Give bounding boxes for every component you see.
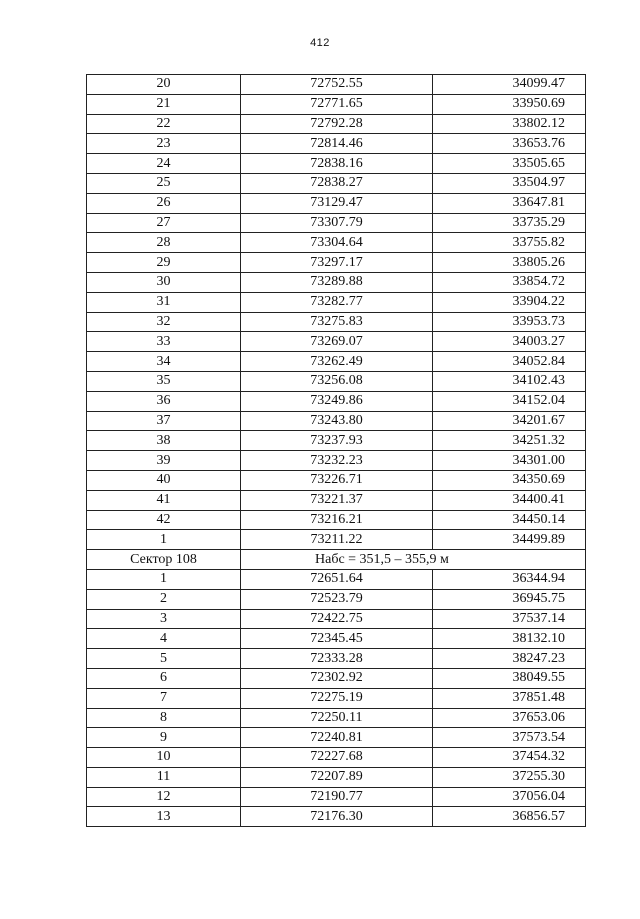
y-coordinate: 33802.12 <box>433 114 586 134</box>
y-coordinate: 33505.65 <box>433 154 586 174</box>
point-number: 27 <box>87 213 241 233</box>
point-number: 30 <box>87 272 241 292</box>
point-number: 20 <box>87 75 241 95</box>
x-coordinate: 73307.79 <box>241 213 433 233</box>
y-coordinate: 36344.94 <box>433 569 586 589</box>
sector-header-row <box>87 550 586 570</box>
table-body-bottom <box>87 569 586 826</box>
sector-header-group <box>87 550 586 570</box>
x-coordinate: 72275.19 <box>241 688 433 708</box>
x-coordinate: 72302.92 <box>241 668 433 688</box>
x-coordinate: 72651.64 <box>241 569 433 589</box>
sector-name: Сектор 108 <box>87 550 241 570</box>
x-coordinate: 73226.71 <box>241 470 433 490</box>
y-coordinate: 37255.30 <box>433 767 586 787</box>
y-coordinate: 34400.41 <box>433 490 586 510</box>
y-coordinate: 33904.22 <box>433 292 586 312</box>
x-coordinate: 73282.77 <box>241 292 433 312</box>
x-coordinate: 73211.22 <box>241 530 433 550</box>
y-coordinate: 34152.04 <box>433 391 586 411</box>
x-coordinate: 72176.30 <box>241 807 433 827</box>
point-number: 2 <box>87 589 241 609</box>
point-number: 41 <box>87 490 241 510</box>
y-coordinate: 34003.27 <box>433 332 586 352</box>
table-row <box>87 154 586 174</box>
point-number: 38 <box>87 431 241 451</box>
x-coordinate: 72523.79 <box>241 589 433 609</box>
coordinates-table <box>86 74 586 827</box>
point-number: 37 <box>87 411 241 431</box>
point-number: 1 <box>87 530 241 550</box>
y-coordinate: 33805.26 <box>433 253 586 273</box>
table-row <box>87 490 586 510</box>
point-number: 33 <box>87 332 241 352</box>
table-row <box>87 688 586 708</box>
table-row <box>87 233 586 253</box>
table-row <box>87 253 586 273</box>
table-row <box>87 391 586 411</box>
y-coordinate: 34350.69 <box>433 470 586 490</box>
point-number: 8 <box>87 708 241 728</box>
x-coordinate: 73243.80 <box>241 411 433 431</box>
y-coordinate: 34201.67 <box>433 411 586 431</box>
y-coordinate: 33755.82 <box>433 233 586 253</box>
point-number: 12 <box>87 787 241 807</box>
y-coordinate: 38247.23 <box>433 649 586 669</box>
y-coordinate: 34251.32 <box>433 431 586 451</box>
x-coordinate: 72771.65 <box>241 94 433 114</box>
point-number: 1 <box>87 569 241 589</box>
point-number: 23 <box>87 134 241 154</box>
x-coordinate: 72814.46 <box>241 134 433 154</box>
x-coordinate: 72422.75 <box>241 609 433 629</box>
x-coordinate: 72240.81 <box>241 728 433 748</box>
point-number: 35 <box>87 371 241 391</box>
table-row <box>87 470 586 490</box>
point-number: 4 <box>87 629 241 649</box>
y-coordinate: 38132.10 <box>433 629 586 649</box>
y-coordinate: 34450.14 <box>433 510 586 530</box>
y-coordinate: 33735.29 <box>433 213 586 233</box>
y-coordinate: 34499.89 <box>433 530 586 550</box>
table-row <box>87 193 586 213</box>
table-row <box>87 213 586 233</box>
point-number: 22 <box>87 114 241 134</box>
page-number: 412 <box>310 37 330 49</box>
x-coordinate: 72838.16 <box>241 154 433 174</box>
table-row <box>87 451 586 471</box>
point-number: 10 <box>87 748 241 768</box>
table-row <box>87 649 586 669</box>
table-row <box>87 114 586 134</box>
table-body-top <box>87 75 586 550</box>
table-row <box>87 728 586 748</box>
table-row <box>87 292 586 312</box>
x-coordinate: 73232.23 <box>241 451 433 471</box>
x-coordinate: 73129.47 <box>241 193 433 213</box>
y-coordinate: 36856.57 <box>433 807 586 827</box>
x-coordinate: 73216.21 <box>241 510 433 530</box>
x-coordinate: 72752.55 <box>241 75 433 95</box>
y-coordinate: 37056.04 <box>433 787 586 807</box>
table-row <box>87 787 586 807</box>
x-coordinate: 73237.93 <box>241 431 433 451</box>
point-number: 29 <box>87 253 241 273</box>
x-coordinate: 72190.77 <box>241 787 433 807</box>
x-coordinate: 72333.28 <box>241 649 433 669</box>
x-coordinate: 73289.88 <box>241 272 433 292</box>
y-coordinate: 38049.55 <box>433 668 586 688</box>
x-coordinate: 72250.11 <box>241 708 433 728</box>
y-coordinate: 34099.47 <box>433 75 586 95</box>
point-number: 36 <box>87 391 241 411</box>
table-row <box>87 767 586 787</box>
x-coordinate: 72345.45 <box>241 629 433 649</box>
x-coordinate: 73249.86 <box>241 391 433 411</box>
point-number: 3 <box>87 609 241 629</box>
table-row <box>87 510 586 530</box>
y-coordinate: 33950.69 <box>433 94 586 114</box>
table-row <box>87 94 586 114</box>
point-number: 26 <box>87 193 241 213</box>
point-number: 40 <box>87 470 241 490</box>
sector-height-range: Набс = 351,5 – 355,9 м <box>241 550 586 570</box>
y-coordinate: 33647.81 <box>433 193 586 213</box>
point-number: 13 <box>87 807 241 827</box>
x-coordinate: 73275.83 <box>241 312 433 332</box>
point-number: 31 <box>87 292 241 312</box>
table-row <box>87 569 586 589</box>
table-row <box>87 371 586 391</box>
y-coordinate: 34301.00 <box>433 451 586 471</box>
x-coordinate: 73221.37 <box>241 490 433 510</box>
x-coordinate: 72227.68 <box>241 748 433 768</box>
table-row <box>87 312 586 332</box>
table-row <box>87 609 586 629</box>
point-number: 9 <box>87 728 241 748</box>
point-number: 7 <box>87 688 241 708</box>
table-row <box>87 748 586 768</box>
table-row <box>87 431 586 451</box>
x-coordinate: 73262.49 <box>241 352 433 372</box>
x-coordinate: 72207.89 <box>241 767 433 787</box>
x-coordinate: 73304.64 <box>241 233 433 253</box>
point-number: 39 <box>87 451 241 471</box>
y-coordinate: 37454.32 <box>433 748 586 768</box>
table-row <box>87 629 586 649</box>
point-number: 25 <box>87 173 241 193</box>
y-coordinate: 34102.43 <box>433 371 586 391</box>
y-coordinate: 33504.97 <box>433 173 586 193</box>
x-coordinate: 72792.28 <box>241 114 433 134</box>
table-row <box>87 807 586 827</box>
x-coordinate: 73256.08 <box>241 371 433 391</box>
y-coordinate: 37851.48 <box>433 688 586 708</box>
table-row <box>87 411 586 431</box>
x-coordinate: 72838.27 <box>241 173 433 193</box>
table-row <box>87 75 586 95</box>
table-row <box>87 668 586 688</box>
x-coordinate: 73297.17 <box>241 253 433 273</box>
table-row <box>87 134 586 154</box>
y-coordinate: 33854.72 <box>433 272 586 292</box>
point-number: 32 <box>87 312 241 332</box>
y-coordinate: 37653.06 <box>433 708 586 728</box>
point-number: 24 <box>87 154 241 174</box>
point-number: 5 <box>87 649 241 669</box>
table-row <box>87 272 586 292</box>
table-row <box>87 708 586 728</box>
x-coordinate: 73269.07 <box>241 332 433 352</box>
y-coordinate: 37537.14 <box>433 609 586 629</box>
table-row <box>87 530 586 550</box>
y-coordinate: 33953.73 <box>433 312 586 332</box>
y-coordinate: 37573.54 <box>433 728 586 748</box>
table-row <box>87 173 586 193</box>
point-number: 34 <box>87 352 241 372</box>
table-row <box>87 332 586 352</box>
y-coordinate: 34052.84 <box>433 352 586 372</box>
point-number: 42 <box>87 510 241 530</box>
y-coordinate: 33653.76 <box>433 134 586 154</box>
point-number: 28 <box>87 233 241 253</box>
point-number: 21 <box>87 94 241 114</box>
point-number: 6 <box>87 668 241 688</box>
table-row <box>87 352 586 372</box>
point-number: 11 <box>87 767 241 787</box>
table-row <box>87 589 586 609</box>
y-coordinate: 36945.75 <box>433 589 586 609</box>
